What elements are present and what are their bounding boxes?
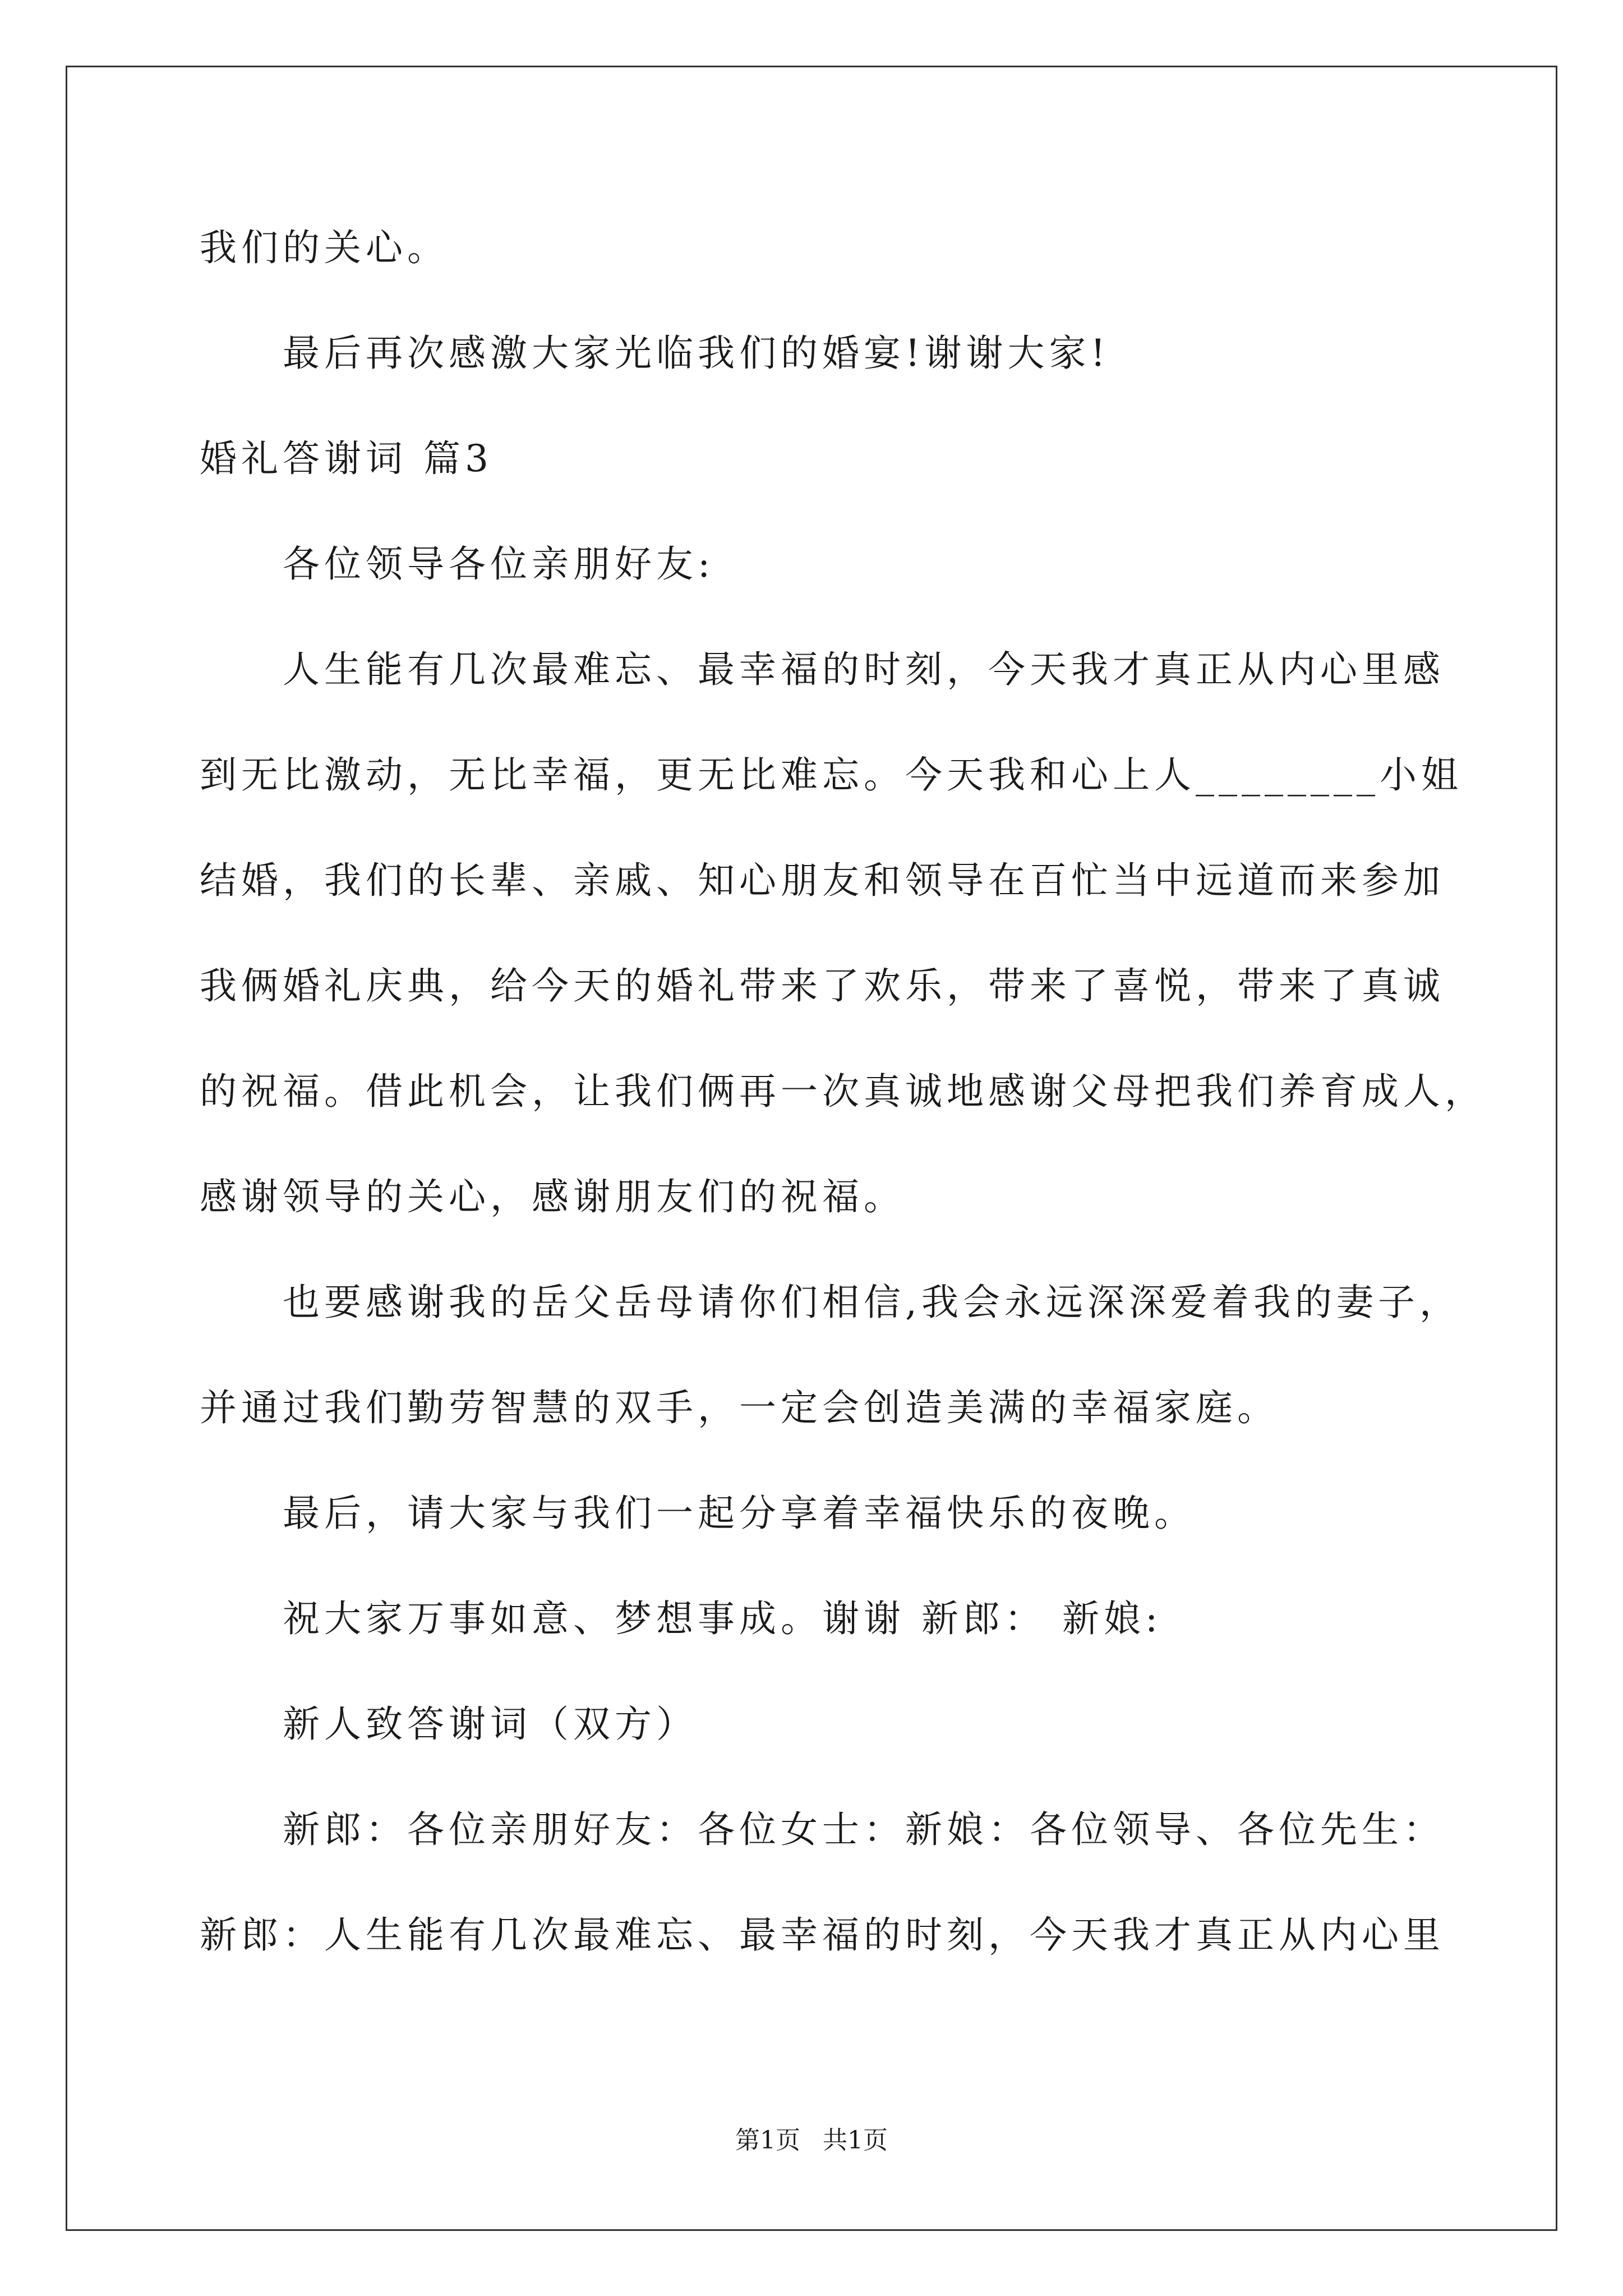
text-line: 最后，请大家与我们一起分享着幸福快乐的夜晚。: [283, 1492, 1196, 1535]
page-number-total: 共1页: [823, 2126, 888, 2155]
text-line: 新郎：各位亲朋好友：各位女士：新娘：各位领导、各位先生：: [283, 1808, 1445, 1851]
page-number-current: 第1页: [735, 2126, 800, 2155]
page-border: [66, 66, 1557, 2231]
text-line: 最后再次感激大家光临我们的婚宴!谢谢大家!: [283, 332, 1110, 375]
text-line: 感谢领导的关心，感谢朋友们的祝福。: [200, 1175, 905, 1218]
text-line: 结婚，我们的长辈、亲戚、知心朋友和领导在百忙当中远道而来参加: [200, 859, 1445, 902]
text-line: 的祝福。借此机会，让我们俩再一次真诚地感谢父母把我们养育成人，: [200, 1070, 1486, 1113]
text-line: 祝大家万事如意、梦想事成。谢谢 新郎： 新娘:: [283, 1597, 1163, 1640]
text-line: 到无比激动，无比幸福，更无比难忘。今天我和心上人________小姐: [200, 753, 1463, 797]
page-footer: [0, 2125, 1623, 2156]
text-line: 我俩婚礼庆典，给今天的婚礼带来了欢乐，带来了喜悦，带来了真诚: [200, 964, 1445, 1007]
text-line: 新人致答谢词（双方）: [283, 1703, 698, 1746]
text-line: 我们的关心。: [200, 226, 449, 269]
text-line: 人生能有几次最难忘、最幸福的时刻，今天我才真正从内心里感: [283, 648, 1445, 691]
section-heading: 婚礼答谢词 篇3: [200, 437, 493, 480]
text-line: 并通过我们勤劳智慧的双手，一定会创造美满的幸福家庭。: [200, 1386, 1279, 1429]
text-line: 新郎：人生能有几次最难忘、最幸福的时刻，今天我才真正从内心里: [200, 1913, 1445, 1957]
text-line: 各位领导各位亲朋好友:: [283, 542, 715, 586]
text-line: 也要感谢我的岳父岳母请你们相信,我会永远深深爱着我的妻子，: [283, 1281, 1461, 1324]
